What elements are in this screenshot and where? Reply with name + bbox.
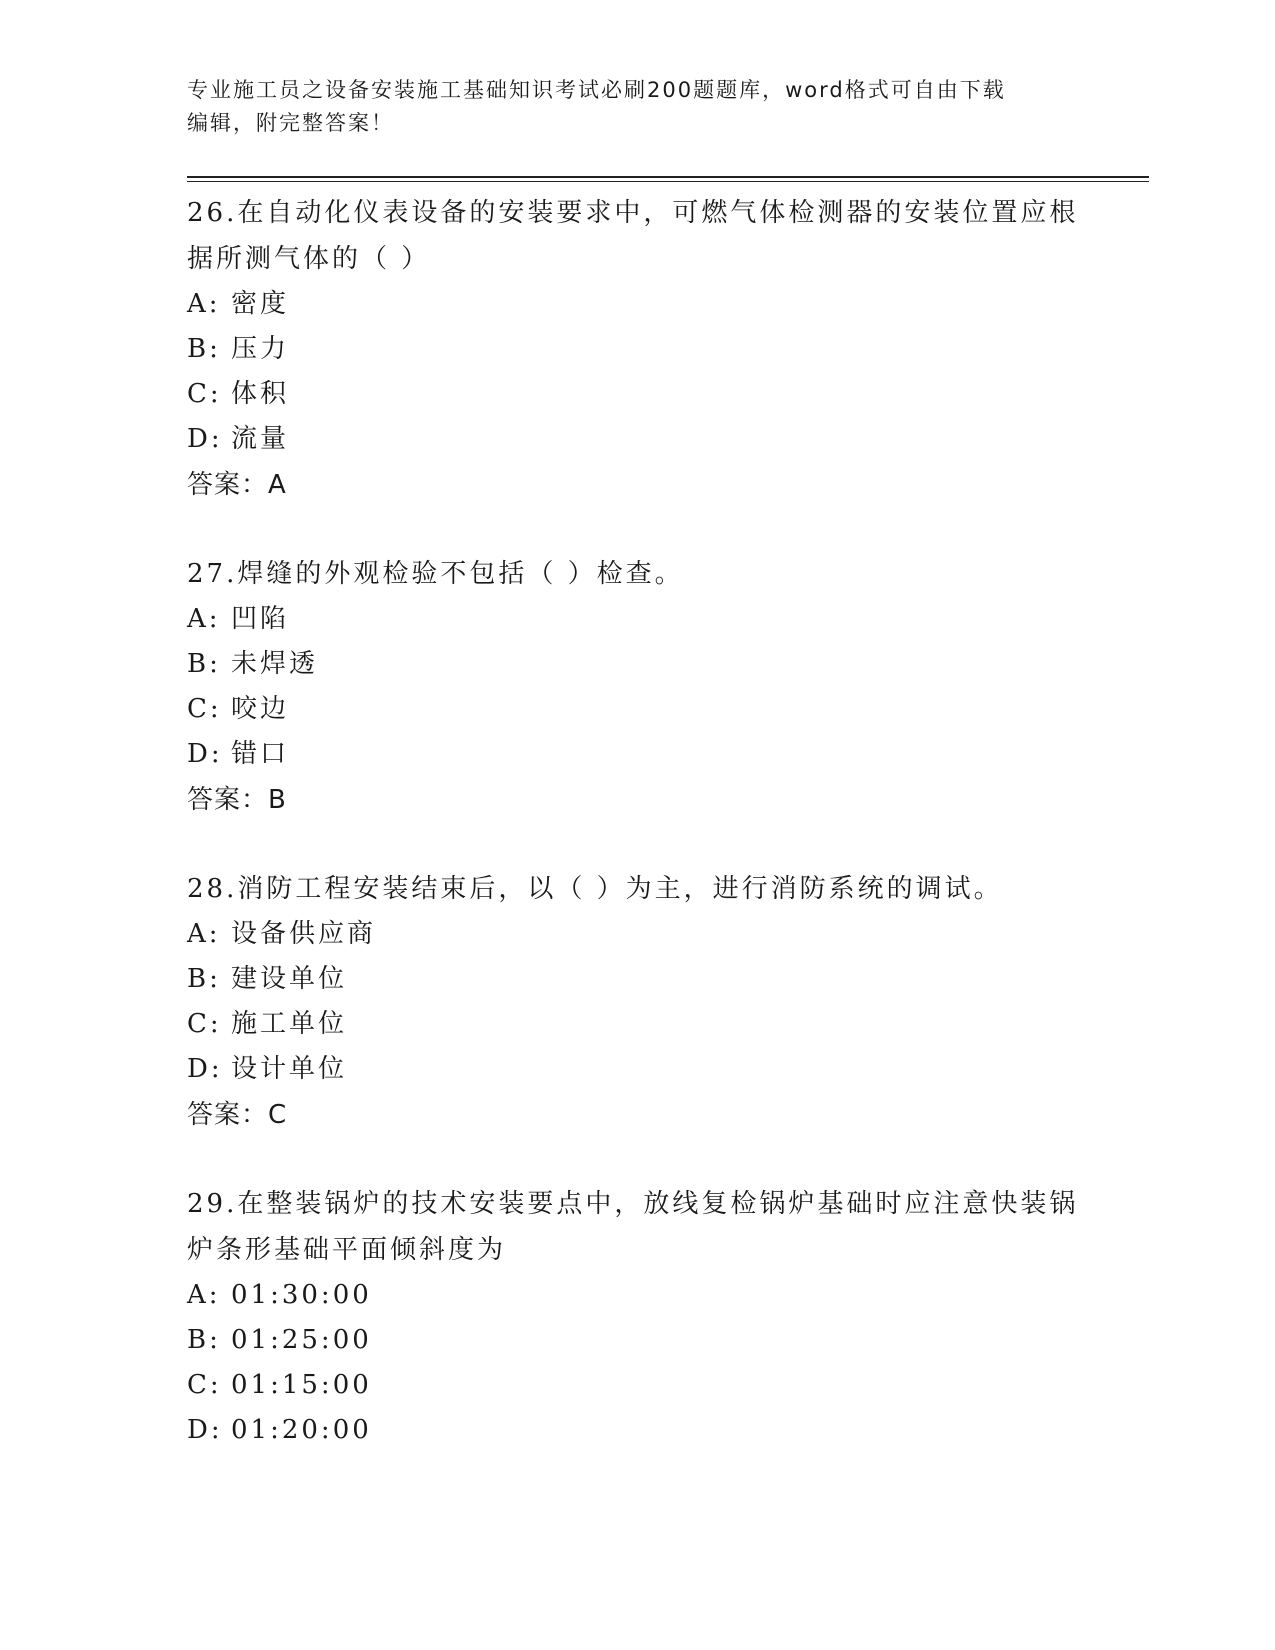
option-key: D: xyxy=(187,1415,223,1445)
option-c xyxy=(187,1363,1087,1408)
question-stem-line-1: 27.焊缝的外观检验不包括（ ）检查。 xyxy=(187,559,684,589)
option-key: B: xyxy=(187,649,221,679)
option-text: 密度 xyxy=(231,289,290,319)
option-c xyxy=(187,372,1087,417)
option-text: 错口 xyxy=(231,739,290,769)
question-stem-line-2: 炉条形基础平面倾斜度为 xyxy=(187,1235,507,1265)
option-a xyxy=(187,1273,1087,1318)
option-text: 咬边 xyxy=(231,694,290,724)
option-c xyxy=(187,687,1087,732)
option-a xyxy=(187,912,1087,957)
option-b xyxy=(187,1318,1087,1363)
option-text: 施工单位 xyxy=(231,1009,348,1039)
option-key: D: xyxy=(187,1054,223,1084)
option-text: 01:30:00 xyxy=(231,1280,372,1310)
option-text: 压力 xyxy=(231,334,290,364)
option-text: 体积 xyxy=(231,379,290,409)
question-28 xyxy=(187,866,1087,1138)
question-27 xyxy=(187,551,1087,823)
header-line-2: 编辑，附完整答案！ xyxy=(187,111,394,135)
option-text: 凹陷 xyxy=(231,604,290,634)
option-key: B: xyxy=(187,1325,221,1355)
document-header xyxy=(187,74,1067,140)
option-key: D: xyxy=(187,739,223,769)
option-a xyxy=(187,597,1087,642)
option-c xyxy=(187,1002,1087,1047)
question-stem-line-1: 26.在自动化仪表设备的安装要求中，可燃气体检测器的安装位置应根 xyxy=(187,198,1079,228)
option-text: 01:25:00 xyxy=(231,1325,372,1355)
option-key: C: xyxy=(187,1009,222,1039)
option-text: 设备供应商 xyxy=(231,919,377,949)
option-key: B: xyxy=(187,334,221,364)
header-line-1: 专业施工员之设备安装施工基础知识考试必刷200题题库，word格式可自由下载 xyxy=(187,78,1006,102)
option-key: C: xyxy=(187,1370,222,1400)
option-text: 建设单位 xyxy=(231,964,348,994)
option-b xyxy=(187,327,1087,372)
option-b xyxy=(187,642,1087,687)
option-d xyxy=(187,1047,1087,1092)
question-stem-line-1: 28.消防工程安装结束后，以（ ）为主，进行消防系统的调试。 xyxy=(187,874,1003,904)
header-divider-thick xyxy=(187,176,1149,178)
answer-line: 答案：C xyxy=(187,1100,288,1130)
option-key: C: xyxy=(187,379,222,409)
option-key: A: xyxy=(187,289,221,319)
question-stem-line-2: 据所测气体的（ ） xyxy=(187,244,431,274)
option-text: 未焊透 xyxy=(231,649,319,679)
question-list xyxy=(187,190,1087,1496)
question-26 xyxy=(187,190,1087,508)
option-key: A: xyxy=(187,604,221,634)
option-text: 01:15:00 xyxy=(231,1370,372,1400)
option-key: C: xyxy=(187,694,222,724)
option-text: 流量 xyxy=(231,424,290,454)
option-text: 设计单位 xyxy=(231,1054,348,1084)
option-key: A: xyxy=(187,919,221,949)
header-divider-thin xyxy=(187,181,1149,182)
option-text: 01:20:00 xyxy=(231,1415,372,1445)
question-29 xyxy=(187,1181,1087,1453)
option-d xyxy=(187,1408,1087,1453)
answer-line: 答案：B xyxy=(187,785,287,815)
option-key: A: xyxy=(187,1280,221,1310)
option-d xyxy=(187,417,1087,462)
option-key: D: xyxy=(187,424,223,454)
answer-line: 答案：A xyxy=(187,470,287,500)
option-b xyxy=(187,957,1087,1002)
option-key: B: xyxy=(187,964,221,994)
option-a xyxy=(187,282,1087,327)
option-d xyxy=(187,732,1087,777)
question-stem-line-1: 29.在整装锅炉的技术安装要点中，放线复检锅炉基础时应注意快装锅 xyxy=(187,1189,1079,1219)
